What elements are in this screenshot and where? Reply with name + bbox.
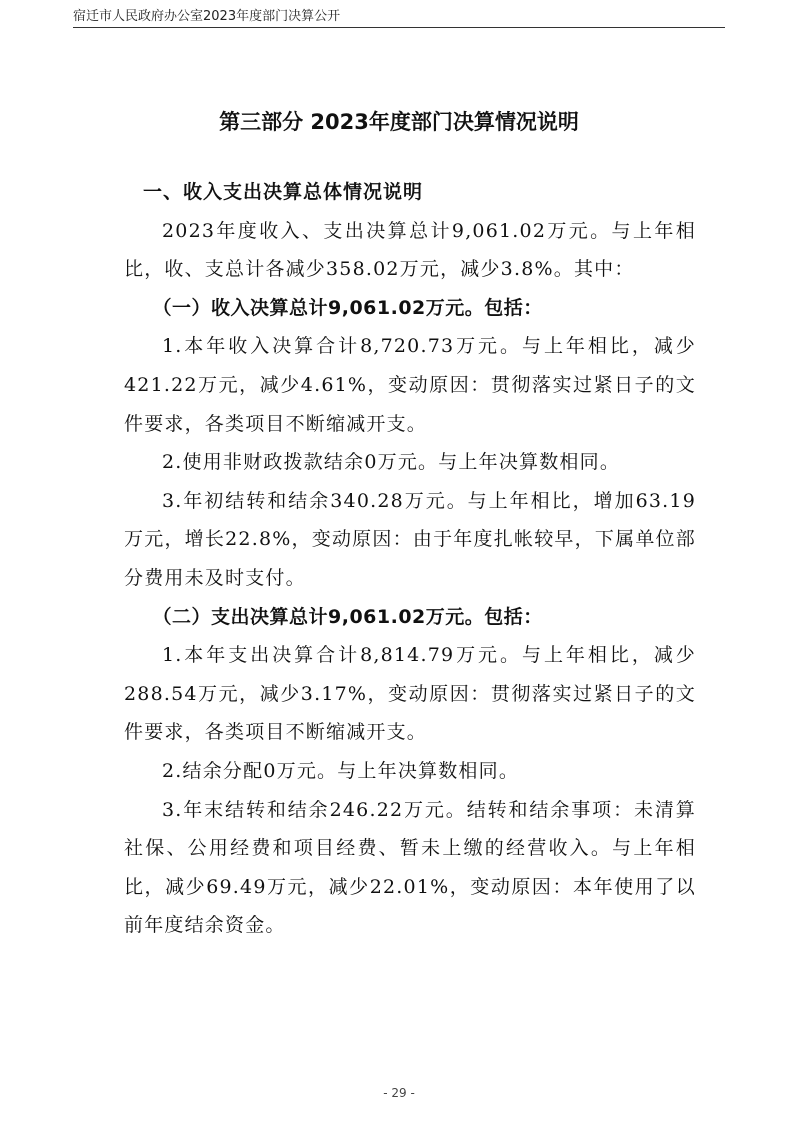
section-heading: 一、收入支出决算总体情况说明 (143, 181, 424, 203)
income-item-1: 1.本年收入决算合计8,720.73万元。与上年相比，减少421.22万元，减少4.61%，变动原因：贯彻落实过紧日子的文件要求，各类项目不断缩减开支。 (124, 335, 696, 435)
page-number: - 29 - (383, 1086, 415, 1100)
intro-paragraph: 2023年度收入、支出决算总计9,061.02万元。与上年相比，收、支总计各减少358.02万元，减少3.8%。其中： (124, 219, 696, 281)
expense-heading: （二）支出决算总计9,061.02万元。包括： (152, 605, 543, 628)
header-divider (73, 27, 725, 28)
expense-item-1: 1.本年支出决算合计8,814.79万元。与上年相比，减少288.54万元，减少3.17%，变动原因：贯彻落实过紧日子的文件要求，各类项目不断缩减开支。 (124, 644, 696, 744)
running-header: 宿迁市人民政府办公室2023年度部门决算公开 (73, 9, 341, 24)
expense-item-2: 2.结余分配0万元。与上年决算数相同。 (162, 759, 520, 782)
page-title: 第三部分 2023年度部门决算情况说明 (219, 110, 579, 134)
document-body (124, 173, 696, 945)
expense-item-3: 3.年末结转和结余246.22万元。结转和结余事项：未清算社保、公用经费和项目经费、暂未上缴的经营收入。与上年相比，减少69.49万元，减少22.01%，变动原因：本年使用了以前年度结余资金。 (124, 798, 696, 937)
income-heading: （一）收入决算总计9,061.02万元。包括： (152, 296, 543, 319)
income-item-3: 3.年初结转和结余340.28万元。与上年相比，增加63.19万元，增长22.8%，变动原因：由于年度扎帐较早，下属单位部分费用未及时支付。 (124, 489, 696, 589)
income-item-2: 2.使用非财政拨款结余0万元。与上年决算数相同。 (162, 451, 621, 474)
